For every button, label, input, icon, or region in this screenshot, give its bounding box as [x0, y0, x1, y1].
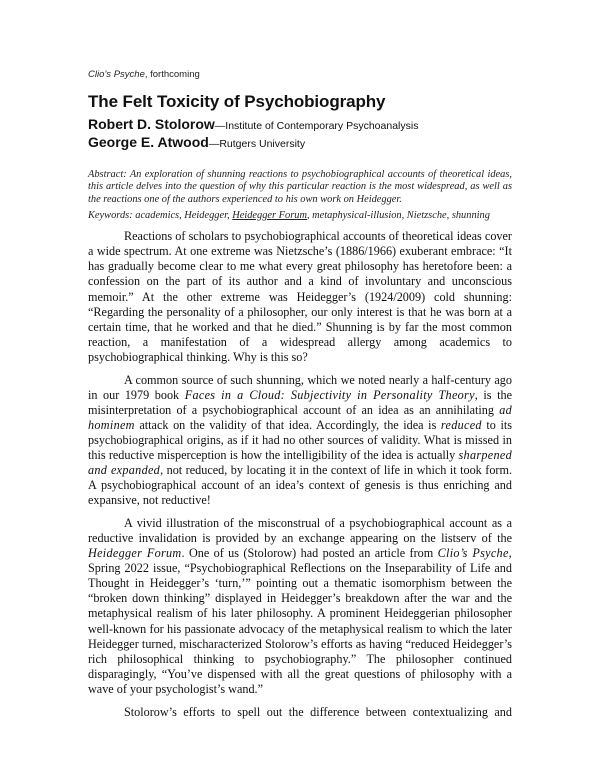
author-affiliation: —Rutgers University — [208, 138, 306, 150]
article-body — [88, 229, 512, 719]
author-name: Robert D. Stolorow — [88, 116, 215, 132]
journal-line — [88, 68, 512, 81]
text-span: attack on the validity of that idea. Accordingly, the idea is — [134, 417, 441, 432]
text-span: to its psychobiographical origins, as if it had no other sources of validity. What is missed in this reductive misperception is how the intelligibility of the idea is actually — [88, 417, 512, 462]
book-title: Faces in a Cloud: Subjectivity in Personality Theory — [184, 387, 475, 402]
text-span: A common source of such shunning, which we noted nearly a half-century ago in our 1979 book — [88, 372, 512, 402]
author-2 — [88, 134, 512, 152]
author-1 — [88, 116, 512, 134]
emphasis-sharpened: sharpened and expanded — [88, 448, 512, 478]
forum-name: Heidegger Forum — [88, 546, 182, 561]
article-title: The Felt Toxicity of Psychobiography — [88, 92, 386, 111]
keywords-list: academics, Heidegger, — [135, 209, 233, 221]
text-span: , not reduced, by locating it in the context of life in which it took form. A psychobiographical account of an idea’s context of genesis is thus enriching and expansive, not reductive! — [88, 463, 513, 508]
text-span: , is the misinterpretation of a psychobiographical account of an idea as an annihilating — [88, 387, 512, 417]
paragraph-2 — [88, 373, 512, 509]
keyword-link-heidegger-forum[interactable]: Heidegger Forum — [232, 209, 307, 221]
journal-status: , forthcoming — [144, 69, 200, 80]
keywords-list-rest: , metaphysical-illusion, Nietzsche, shunning — [306, 209, 490, 221]
text-span: Spring 2022 issue, “Psychobiographical Reflections on the Inseparability of Life and Thought in Heidegger’s ‘turn,’” pointing out a thematic isomorphism between the “broken down thinking” displayed in Heidegger’s breakdown after the war and the metaphysical realism of his later philosophy. A prominent Heideggerian philosopher well-known for his passionate advocacy of the metaphysical realism to which the later Heidegger turned, mischaracterized Stolorow’s efforts as having “reduced Heidegger’s rich philosophical thinking to psychobiography.” The philosopher continued disparagingly, “You’ve dispensed with all the great questions of philosophy with a wave of your psychologist’s wand.” — [88, 561, 512, 696]
keywords — [88, 210, 512, 222]
document-page — [88, 68, 512, 727]
emphasis-ad-hominem: ad hominem — [88, 402, 512, 432]
author-affiliation: —Institute of Contemporary Psychoanalysis — [214, 120, 419, 132]
paragraph-3 — [88, 516, 512, 697]
paragraph-4: Stolorow’s efforts to spell out the difference between contextualizing and — [124, 704, 512, 719]
abstract: Abstract: An exploration of shunning reactions to psychobiographical accounts of theoretical ideas, this article delves into the question of why this particular reaction is the most widespread, as well as the reactions one of the authors experienced to his own work on Heidegger. — [88, 169, 512, 205]
text-span: . One of us (Stolorow) had posted an article from — [181, 546, 438, 561]
keywords-label: Keywords: — [88, 209, 136, 221]
emphasis-reduced: reduced — [440, 417, 482, 432]
journal-name: Clio’s Psyche — [88, 69, 145, 80]
author-name: George E. Atwood — [88, 134, 209, 150]
paragraph-1: Reactions of scholars to psychobiographical accounts of theoretical ideas cover a wide spectrum. At one extreme was Nietzsche’s (1886/1966) exuberant embrace: “It has gradually become clear to me what every great philosophy has heretofore been: a confession on the part of its author and a kind of involuntary and unconscious memoir.” At the other extreme was Heidegger’s (1924/2009) cold shunning: “Regarding the personality of a philosopher, our only interest is that he was born at a certain time, that he worked and that he died.” Shunning is by far the most common reaction, a manifestation of a widespread allergy among academics to psychobiographical thinking. Why is this so? — [88, 229, 512, 364]
text-span: A vivid illustration of the misconstrual of a psychobiographical account as a reductive invalidation is provided by an exchange appearing on the listserv of the — [88, 515, 512, 545]
journal-name-inline: Clio’s Psyche, — [437, 546, 512, 561]
